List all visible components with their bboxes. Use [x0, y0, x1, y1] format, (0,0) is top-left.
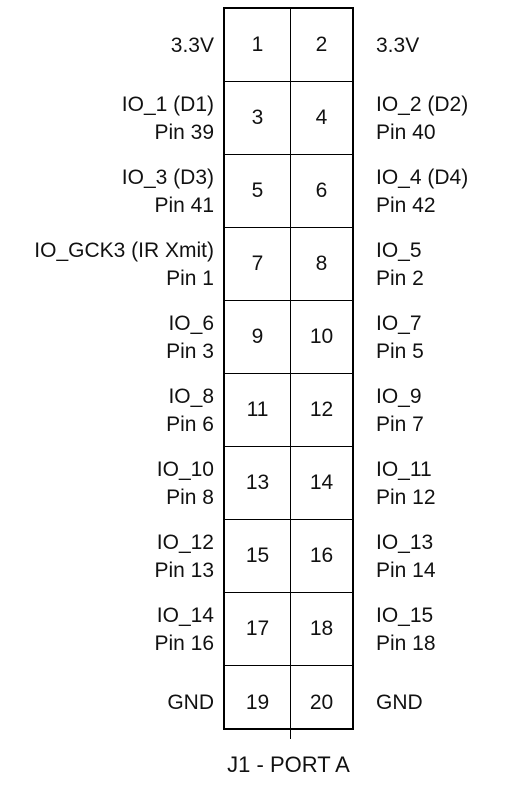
cpld-pin: Pin 2: [376, 266, 424, 290]
cpld-pin: Pin 12: [376, 485, 436, 509]
pin-label-right: [376, 383, 424, 439]
pin-label-left: [166, 383, 214, 439]
pin-number-even: 4: [315, 106, 328, 129]
cpld-pin: Pin 18: [376, 631, 436, 655]
pin-number-odd: 3: [225, 82, 291, 154]
pin-label-left: [154, 602, 214, 658]
signal-name: IO_4 (D4): [376, 165, 469, 189]
cpld-pin: Pin 6: [166, 412, 214, 436]
signal-name: GND: [167, 690, 214, 714]
cpld-pin: Pin 14: [376, 558, 436, 582]
pin-number-odd: 11: [225, 374, 291, 446]
pin-label-right: [376, 91, 468, 147]
pin-number-even: 14: [309, 471, 334, 494]
signal-name: IO_8: [168, 384, 214, 408]
pin-label-right: [376, 310, 424, 366]
pin-label-left: [167, 689, 214, 717]
connector-row: [225, 520, 352, 593]
signal-name: IO_10: [156, 457, 214, 481]
pin-label-right: [376, 689, 423, 717]
pin-number-even: 18: [309, 617, 334, 640]
signal-name: IO_1 (D1): [121, 92, 214, 116]
connector-row: [225, 301, 352, 374]
cpld-pin: Pin 7: [376, 412, 424, 436]
signal-name: IO_2 (D2): [376, 92, 469, 116]
signal-name: IO_7: [376, 311, 422, 335]
signal-name: IO_6: [168, 311, 214, 335]
cpld-pin: Pin 40: [376, 120, 436, 144]
pin-number-even: 12: [309, 398, 334, 421]
cpld-pin: Pin 16: [154, 631, 214, 655]
signal-name: IO_13: [376, 530, 434, 554]
connector-row: [225, 82, 352, 155]
connector-row: [225, 666, 352, 739]
signal-name: IO_3 (D3): [121, 165, 214, 189]
pin-number-even: 20: [309, 690, 334, 714]
pin-label-left: [157, 456, 214, 512]
pin-number-odd: 9: [225, 301, 291, 373]
pin-number-even: 6: [315, 179, 328, 202]
pin-number-even: 2: [315, 33, 328, 56]
signal-name: 3.3V: [170, 33, 214, 57]
signal-name: IO_GCK3 (IR Xmit): [34, 238, 214, 262]
connector-row: [225, 228, 352, 301]
pin-label-right: [376, 164, 468, 220]
pin-number-odd: 7: [225, 228, 291, 300]
pin-label-right: [376, 456, 436, 512]
pin-number-odd: 15: [225, 520, 291, 592]
cpld-pin: Pin 13: [154, 558, 214, 582]
pin-label-left: [122, 91, 214, 147]
signal-name: GND: [376, 690, 423, 714]
cpld-pin: Pin 41: [154, 193, 214, 217]
signal-name: IO_12: [156, 530, 214, 554]
connector-row: [225, 374, 352, 447]
cpld-pin: Pin 3: [166, 339, 214, 363]
pin-number-odd: 13: [225, 447, 291, 519]
signal-name: IO_15: [376, 603, 434, 627]
pin-label-left: [34, 237, 214, 293]
connector-header-body: [223, 7, 354, 730]
cpld-pin: Pin 8: [166, 485, 214, 509]
pin-label-right: [376, 237, 424, 293]
cpld-pin: Pin 39: [154, 120, 214, 144]
pin-number-even: 10: [309, 325, 334, 348]
connector-row: [225, 447, 352, 520]
pin-number-odd: 17: [225, 593, 291, 665]
signal-name: IO_5: [376, 238, 422, 262]
pin-number-odd: 5: [225, 155, 291, 227]
pin-label-right: [376, 32, 419, 60]
pin-label-left: [166, 310, 214, 366]
cpld-pin: Pin 1: [166, 266, 214, 290]
connector-row: [225, 155, 352, 228]
signal-name: 3.3V: [376, 33, 420, 57]
pin-number-even: 8: [315, 252, 328, 275]
cpld-pin: Pin 42: [376, 193, 436, 217]
pin-number-odd: 1: [225, 9, 291, 81]
pin-label-left: [122, 164, 214, 220]
pin-number-odd: 19: [225, 666, 291, 739]
pin-number-even: 16: [309, 544, 334, 567]
pin-label-left: [171, 32, 214, 60]
signal-name: IO_9: [376, 384, 422, 408]
signal-name: IO_11: [376, 457, 432, 481]
cpld-pin: Pin 5: [376, 339, 424, 363]
pin-label-left: [154, 529, 214, 585]
connector-caption: J1 - PORT A: [227, 752, 350, 777]
connector-row: [225, 593, 352, 666]
connector-row: [225, 9, 352, 82]
signal-name: IO_14: [156, 603, 214, 627]
pin-label-right: [376, 529, 436, 585]
pin-label-right: [376, 602, 436, 658]
